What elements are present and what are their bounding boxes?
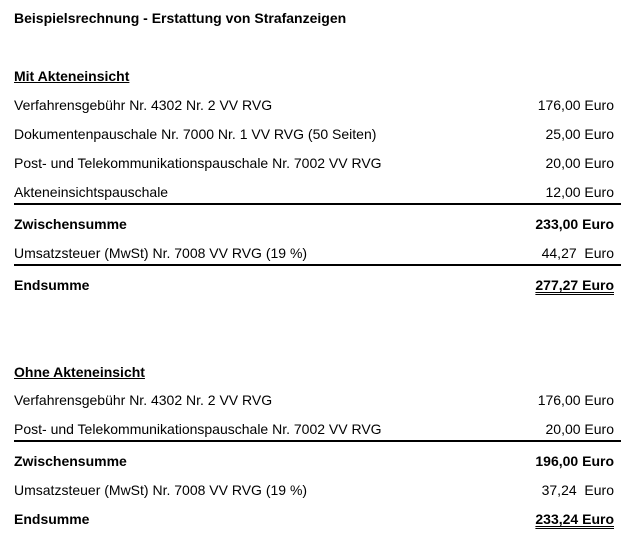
- line-item-label: Post- und Telekommunikationspauschale Nr. 7002 VV RVG: [14, 421, 382, 437]
- document-title: Beispielsrechnung - Erstattung von Strafanzeigen: [14, 10, 347, 26]
- line-item: [14, 152, 616, 174]
- section-title-ohne-akteneinsicht: Ohne Akteneinsicht: [14, 364, 145, 380]
- total-amount: 233,24 Euro: [535, 511, 614, 527]
- divider-line: [14, 203, 621, 205]
- subtotal-row: [14, 213, 616, 235]
- tax-row: [14, 479, 616, 501]
- subtotal-amount: 196,00 Euro: [535, 453, 614, 469]
- divider-line: [14, 440, 621, 442]
- line-item-label: Verfahrensgebühr Nr. 4302 Nr. 2 VV RVG: [14, 392, 273, 408]
- line-item: [14, 418, 616, 440]
- line-item-amount: 176,00 Euro: [537, 392, 614, 408]
- line-item: [14, 181, 616, 203]
- line-item-amount: 176,00 Euro: [537, 97, 614, 113]
- subtotal-label: Zwischensumme: [14, 216, 127, 232]
- total-row: [14, 274, 616, 296]
- line-item-amount: 20,00 Euro: [545, 155, 614, 171]
- section-title-mit-akteneinsicht: Mit Akteneinsicht: [14, 68, 130, 84]
- divider-line: [14, 264, 621, 266]
- total-amount: 277,27 Euro: [535, 277, 614, 293]
- line-item-amount: 12,00 Euro: [545, 184, 614, 200]
- total-label: Endsumme: [14, 511, 90, 527]
- line-item: [14, 123, 616, 145]
- line-item-label: Post- und Telekommunikationspauschale Nr. 7002 VV RVG: [14, 155, 382, 171]
- line-item: [14, 389, 616, 411]
- line-item-label: Akteneinsichtspauschale: [14, 184, 169, 200]
- total-label: Endsumme: [14, 277, 90, 293]
- subtotal-amount: 233,00 Euro: [535, 216, 614, 232]
- line-item-label: Verfahrensgebühr Nr. 4302 Nr. 2 VV RVG: [14, 97, 273, 113]
- total-row: [14, 508, 616, 530]
- line-item-amount: 20,00 Euro: [545, 421, 614, 437]
- tax-amount: 37,24 Euro: [541, 482, 614, 498]
- line-item-amount: 25,00 Euro: [545, 126, 614, 142]
- line-item: [14, 94, 616, 116]
- tax-row: [14, 242, 616, 264]
- tax-amount: 44,27 Euro: [541, 245, 614, 261]
- subtotal-label: Zwischensumme: [14, 453, 127, 469]
- subtotal-row: [14, 450, 616, 472]
- line-item-label: Dokumentenpauschale Nr. 7000 Nr. 1 VV RVG (50 Seiten): [14, 126, 377, 142]
- tax-label: Umsatzsteuer (MwSt) Nr. 7008 VV RVG (19 %): [14, 482, 308, 498]
- tax-label: Umsatzsteuer (MwSt) Nr. 7008 VV RVG (19 %): [14, 245, 308, 261]
